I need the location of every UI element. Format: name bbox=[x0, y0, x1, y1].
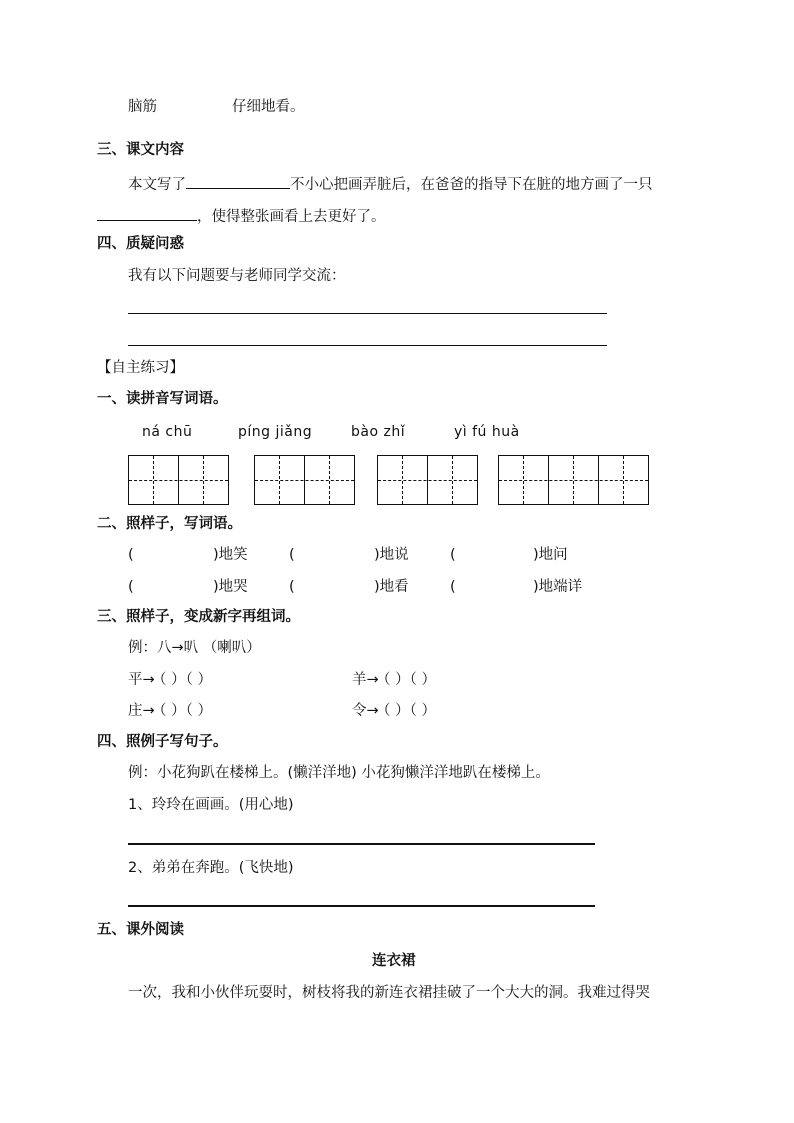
blank-who[interactable] bbox=[186, 172, 290, 189]
question-line-2[interactable] bbox=[128, 345, 607, 346]
practice-header: 【自主练习】 bbox=[97, 360, 184, 376]
ex2-item-3[interactable]: )地问 bbox=[533, 547, 568, 563]
word-zixi: 仔细地看。 bbox=[232, 99, 305, 115]
ex2-open-6: ( bbox=[450, 579, 456, 595]
section3-text-a: 本文写了 bbox=[128, 177, 186, 193]
ex3-char-4: 令→ bbox=[352, 703, 379, 719]
writing-grid-2[interactable] bbox=[254, 455, 355, 505]
writing-grid-4[interactable] bbox=[498, 455, 649, 505]
writing-grid-1[interactable] bbox=[128, 455, 229, 505]
section3-text-c: ，使得整张画看上去更好了。 bbox=[197, 209, 386, 225]
question-line-1[interactable] bbox=[128, 313, 607, 314]
ex3-parens-2[interactable]: （ ）（ ） bbox=[376, 672, 436, 688]
ex2-open-4: ( bbox=[128, 579, 134, 595]
ex2-item-4[interactable]: )地哭 bbox=[213, 579, 248, 595]
ex4-question-1: 1、玲玲在画画。(用心地) bbox=[128, 797, 294, 813]
section4-prompt: 我有以下问题要与老师同学交流： bbox=[128, 268, 346, 284]
ex4-question-2: 2、弟弟在奔跑。(飞快地) bbox=[128, 860, 294, 876]
ex3-char-2: 羊→ bbox=[352, 672, 379, 688]
answer-line-2[interactable] bbox=[128, 905, 595, 907]
story-first-line: 一次，我和小伙伴玩耍时，树枝将我的新连衣裙挂破了一个大大的洞。我难过得哭 bbox=[128, 985, 650, 1001]
writing-grid-3[interactable] bbox=[377, 455, 478, 505]
ex4-title: 四、照例子写句子。 bbox=[97, 734, 228, 750]
ex2-open-5: ( bbox=[289, 579, 295, 595]
ex3-char-3: 庄→ bbox=[128, 703, 155, 719]
ex2-open-1: ( bbox=[128, 547, 134, 563]
section3-line1 bbox=[128, 172, 653, 195]
pinyin-2: píng jiǎng bbox=[238, 424, 313, 440]
section3-line2 bbox=[97, 204, 386, 227]
ex3-char-1: 平→ bbox=[128, 672, 155, 688]
ex3-title: 三、照样子，变成新字再组词。 bbox=[97, 609, 300, 625]
section4-title: 四、质疑问惑 bbox=[97, 236, 184, 252]
answer-line-1[interactable] bbox=[128, 843, 595, 845]
section3-title: 三、课文内容 bbox=[97, 142, 184, 158]
ex5-title: 五、课外阅读 bbox=[97, 922, 184, 938]
ex3-parens-4[interactable]: （ ）（ ） bbox=[376, 703, 436, 719]
section3-text-b: 不小心把画弄脏后，在爸爸的指导下在脏的地方画了一只 bbox=[290, 177, 653, 193]
ex2-item-2[interactable]: )地说 bbox=[374, 547, 409, 563]
ex1-title: 一、读拼音写词语。 bbox=[97, 391, 228, 407]
story-title: 连衣裙 bbox=[372, 953, 416, 969]
ex2-open-3: ( bbox=[450, 547, 456, 563]
ex2-title: 二、照样子，写词语。 bbox=[97, 516, 242, 532]
ex3-parens-3[interactable]: （ ）（ ） bbox=[152, 703, 212, 719]
ex4-example: 例：小花狗趴在楼梯上。(懒洋洋地) 小花狗懒洋洋地趴在楼梯上。 bbox=[128, 765, 550, 781]
ex2-open-2: ( bbox=[289, 547, 295, 563]
pinyin-4: yì fú huà bbox=[454, 424, 520, 440]
ex3-example: 例：八→叭 （喇叭） bbox=[128, 640, 261, 656]
word-naojin: 脑筋 bbox=[128, 99, 157, 115]
ex2-item-5[interactable]: )地看 bbox=[374, 579, 409, 595]
ex2-item-1[interactable]: )地笑 bbox=[213, 547, 248, 563]
pinyin-1: ná chū bbox=[142, 424, 193, 440]
pinyin-3: bào zhǐ bbox=[351, 424, 406, 440]
blank-what[interactable] bbox=[97, 204, 197, 221]
ex3-parens-1[interactable]: （ ）（ ） bbox=[152, 672, 212, 688]
ex2-item-6[interactable]: )地端详 bbox=[533, 579, 583, 595]
